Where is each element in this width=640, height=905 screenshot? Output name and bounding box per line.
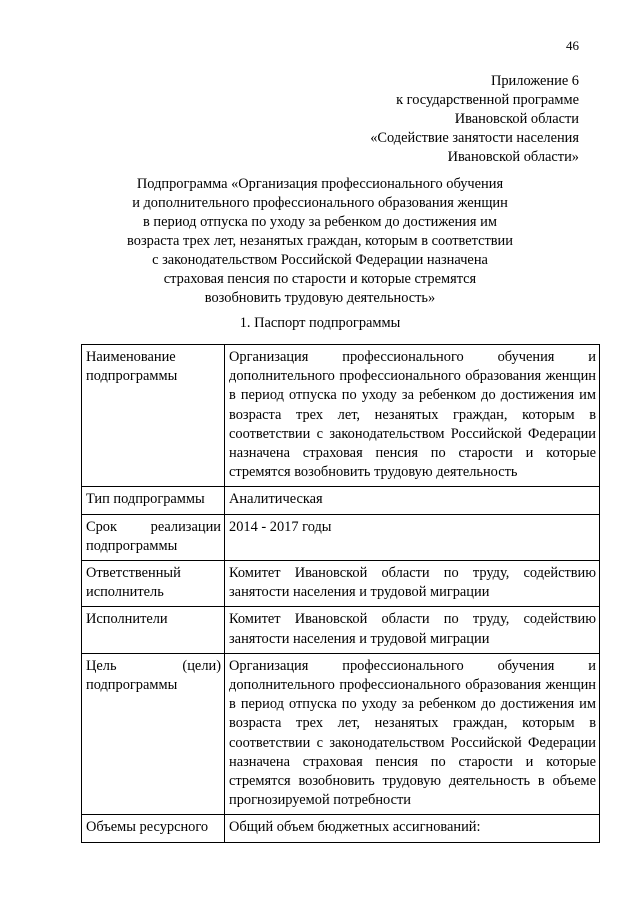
table-row: [82, 487, 600, 514]
subprogram-title: [100, 175, 540, 308]
row-label: Ответственный исполнитель: [82, 561, 225, 607]
row-label: Объемы ресурсного: [82, 815, 225, 842]
row-value: Комитет Ивановской области по труду, содействию занятости населения и трудовой миграции: [225, 561, 600, 607]
row-value: Аналитическая: [225, 487, 600, 514]
row-label: Исполнители: [82, 607, 225, 653]
title-line: в период отпуска по уходу за ребенком до достижения им: [143, 214, 497, 230]
table-row: [82, 653, 600, 815]
passport-table: [81, 344, 600, 843]
appendix-header: [300, 72, 579, 167]
title-line: страховая пенсия по старости и которые стремятся: [163, 271, 477, 287]
row-value: Организация профессионального обучения и дополнительного профессионального образования женщин в период отпуска по уходу за ребенком до достижения им возраста трех лет, незанятых граждан, которым в соответствии с законодательством Российской Федерации назначена страховая пенсия по старости и которые стремятся возобновить трудовую деятельность в объеме прогнозируемой потребности: [225, 653, 600, 815]
appendix-line: «Содействие занятости населения: [370, 130, 579, 146]
section-heading: 1. Паспорт подпрограммы: [239, 315, 401, 331]
row-label: Срок реализации подпрограммы: [82, 514, 225, 560]
table-row: [82, 561, 600, 607]
appendix-line: Приложение 6: [490, 73, 579, 89]
table-row: [82, 607, 600, 653]
title-line: возраста трех лет, незанятых граждан, которым в соответствии: [127, 233, 513, 249]
row-label: Тип подпрограммы: [82, 487, 225, 514]
row-value: Организация профессионального обучения и дополнительного профессионального образования женщин в период отпуска по уходу за ребенком до достижения им возраста трех лет, незанятых граждан, которым в соответствии с законодательством Российской Федерации назначена страховая пенсия по старости и которые стремятся возобновить трудовую деятельность: [225, 345, 600, 487]
title-line: возобновить трудовую деятельность»: [204, 290, 436, 306]
appendix-line: Ивановской области: [454, 111, 579, 127]
table-row: [82, 514, 600, 560]
row-value: 2014 - 2017 годы: [225, 514, 600, 560]
table-row: [82, 815, 600, 842]
title-line: Подпрограмма «Организация профессионального обучения: [136, 176, 504, 192]
title-line: и дополнительного профессионального образования женщин: [132, 195, 508, 211]
row-value: Комитет Ивановской области по труду, содействию занятости населения и трудовой миграции: [225, 607, 600, 653]
appendix-line: Ивановской области»: [447, 149, 579, 165]
table-row: [82, 345, 600, 487]
page-number: 46: [566, 38, 579, 53]
row-label: Цель (цели) подпрограммы: [82, 653, 225, 815]
appendix-line: к государственной программе: [396, 92, 579, 108]
title-line: с законодательством Российской Федерации назначена: [152, 252, 488, 268]
row-value: Общий объем бюджетных ассигнований:: [225, 815, 600, 842]
row-label: Наименование подпрограммы: [82, 345, 225, 487]
